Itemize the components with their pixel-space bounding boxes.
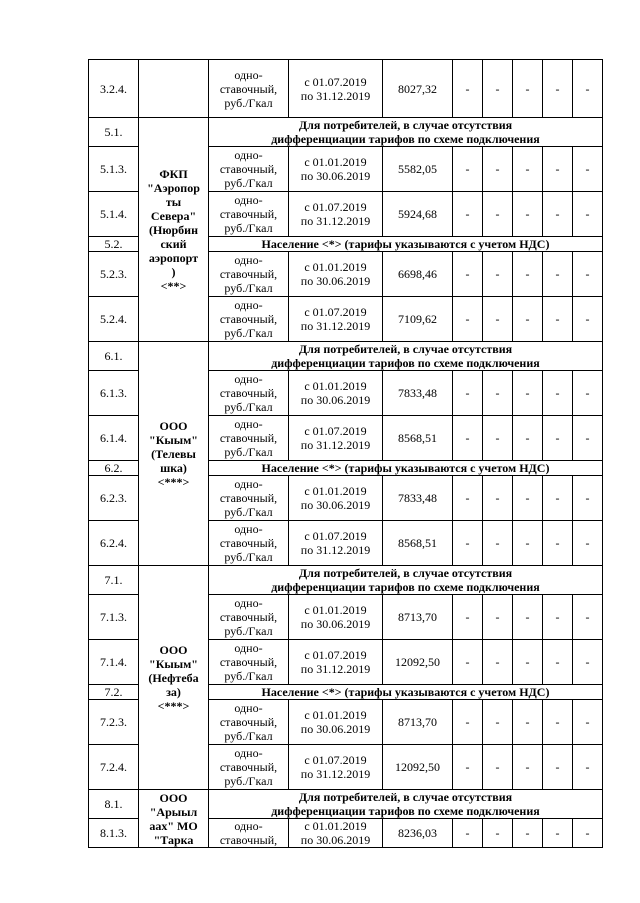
empty-dash-cell: - — [543, 252, 573, 297]
empty-dash-cell: - — [483, 595, 513, 640]
empty-dash-cell: - — [453, 745, 483, 790]
empty-dash-cell: - — [483, 819, 513, 848]
period-cell — [289, 819, 383, 848]
category-heading — [209, 566, 603, 595]
tariff-value: 12092,50 — [383, 745, 453, 790]
empty-dash-cell: - — [573, 476, 603, 521]
row-number: 6.2.4. — [89, 521, 139, 566]
empty-dash-cell: - — [483, 192, 513, 237]
organization-name-line: ФКП — [159, 166, 188, 181]
empty-dash-cell: - — [483, 416, 513, 461]
period-cell — [289, 297, 383, 342]
category-heading-line: Для потребителей, в случае отсутствия — [298, 790, 513, 804]
organization-name-line: "Аэропор — [147, 180, 200, 195]
period-cell — [289, 60, 383, 118]
organization-name-line: ский — [160, 236, 187, 251]
empty-dash-cell: - — [483, 371, 513, 416]
empty-dash-cell: - — [453, 371, 483, 416]
unit-line: ставочный, — [219, 655, 278, 669]
empty-dash-cell: - — [453, 60, 483, 118]
empty-dash-cell: - — [513, 297, 543, 342]
empty-dash-cell: - — [543, 700, 573, 745]
empty-dash-cell: - — [543, 192, 573, 237]
unit-line: одно- — [234, 67, 263, 82]
row-number: 8.1. — [89, 790, 139, 819]
row-number: 6.2.3. — [89, 476, 139, 521]
period-cell — [289, 521, 383, 566]
empty-dash-cell: - — [573, 147, 603, 192]
category-heading-line: Для потребителей, в случае отсутствия — [298, 566, 513, 580]
period-line: по 30.06.2019 — [300, 169, 371, 183]
unit-cell — [209, 521, 289, 566]
empty-dash-cell: - — [453, 521, 483, 566]
tariff-value: 8027,32 — [383, 60, 453, 118]
row-number: 7.2. — [89, 685, 139, 700]
empty-dash-cell: - — [483, 147, 513, 192]
empty-dash-cell: - — [483, 745, 513, 790]
period-line: с 01.07.2019 — [304, 424, 367, 438]
row-number: 5.1.4. — [89, 192, 139, 237]
empty-dash-cell: - — [573, 745, 603, 790]
period-line: с 01.01.2019 — [304, 708, 367, 722]
unit-line: ставочный, — [219, 610, 278, 624]
organization-name-line: аах" МО — [149, 818, 198, 833]
unit-line: одно- — [234, 417, 263, 431]
unit-line: руб./Гкал — [224, 505, 273, 519]
empty-dash-cell: - — [483, 60, 513, 118]
period-line: по 30.06.2019 — [300, 393, 371, 407]
organization-name-line: (Нефтеба — [148, 670, 199, 685]
empty-dash-cell: - — [513, 60, 543, 118]
empty-dash-cell: - — [543, 521, 573, 566]
period-line: с 01.01.2019 — [304, 484, 367, 498]
period-line: с 01.01.2019 — [304, 260, 367, 274]
organization-name-line: ) — [171, 264, 176, 279]
empty-dash-cell: - — [543, 416, 573, 461]
category-heading-line: дифференциации тарифов по схеме подключения — [271, 356, 540, 370]
organization-name-line: (Телевы — [151, 446, 196, 461]
row-number: 7.2.3. — [89, 700, 139, 745]
tariff-table-body — [89, 60, 603, 848]
unit-cell — [209, 60, 289, 118]
unit-line: ставочный, — [219, 491, 278, 505]
empty-dash-cell: - — [483, 700, 513, 745]
category-heading-line: Для потребителей, в случае отсутствия — [298, 118, 513, 132]
unit-line: одно- — [234, 253, 263, 267]
unit-line: одно- — [234, 522, 263, 536]
category-heading-line: Для потребителей, в случае отсутствия — [298, 342, 513, 356]
empty-dash-cell: - — [513, 640, 543, 685]
unit-line: одно- — [234, 193, 263, 207]
organization-name-line: "Кыым" — [149, 432, 198, 447]
empty-dash-cell: - — [513, 147, 543, 192]
empty-dash-cell: - — [573, 60, 603, 118]
empty-dash-cell: - — [543, 640, 573, 685]
unit-line: одно- — [234, 148, 263, 162]
empty-dash-cell: - — [573, 819, 603, 848]
organization-cell — [139, 566, 209, 790]
tariff-value: 8568,51 — [383, 416, 453, 461]
unit-line: ставочный, — [219, 715, 278, 729]
period-line: с 01.01.2019 — [304, 379, 367, 393]
row-number: 6.2. — [89, 461, 139, 476]
empty-dash-cell: - — [453, 640, 483, 685]
empty-dash-cell: - — [573, 297, 603, 342]
tariff-value: 8236,03 — [383, 819, 453, 848]
period-cell — [289, 640, 383, 685]
empty-dash-cell: - — [543, 371, 573, 416]
row-number: 5.2. — [89, 237, 139, 252]
category-heading-line: Население <*> (тарифы указываются с учетом НДС) — [261, 685, 550, 699]
organization-cell — [139, 60, 209, 118]
row-number: 5.2.3. — [89, 252, 139, 297]
tariff-value: 6698,46 — [383, 252, 453, 297]
row-number: 7.2.4. — [89, 745, 139, 790]
unit-line: одно- — [234, 596, 263, 610]
row-number: 6.1.3. — [89, 371, 139, 416]
unit-line: одно- — [234, 746, 263, 760]
category-row — [89, 566, 603, 595]
period-line: с 01.01.2019 — [304, 819, 367, 833]
organization-name-line: Севера" — [150, 208, 197, 223]
empty-dash-cell: - — [453, 476, 483, 521]
unit-cell — [209, 476, 289, 521]
row-number: 7.1.4. — [89, 640, 139, 685]
organization-name-line: ООО — [159, 418, 188, 433]
unit-cell — [209, 640, 289, 685]
unit-cell — [209, 252, 289, 297]
unit-line: руб./Гкал — [224, 445, 273, 459]
period-line: с 01.07.2019 — [304, 200, 367, 214]
period-line: по 31.12.2019 — [300, 438, 371, 452]
empty-dash-cell: - — [513, 819, 543, 848]
period-line: по 31.12.2019 — [300, 767, 371, 781]
row-number: 6.1. — [89, 342, 139, 371]
period-line: с 01.07.2019 — [304, 529, 367, 543]
empty-dash-cell: - — [453, 252, 483, 297]
unit-cell — [209, 595, 289, 640]
organization-name-line: шка) — [160, 460, 187, 475]
period-cell — [289, 252, 383, 297]
unit-cell — [209, 192, 289, 237]
unit-cell — [209, 416, 289, 461]
organization-name-line: "Арыыл — [149, 804, 198, 819]
period-cell — [289, 192, 383, 237]
category-heading — [209, 461, 603, 476]
period-cell — [289, 147, 383, 192]
organization-name-line: ты — [165, 194, 182, 209]
empty-dash-cell: - — [513, 476, 543, 521]
unit-line: ставочный, — [219, 81, 278, 96]
period-line: по 30.06.2019 — [300, 274, 371, 288]
row-number: 3.2.4. — [89, 60, 139, 118]
period-line: с 01.07.2019 — [304, 753, 367, 767]
unit-line: ставочный, — [219, 207, 278, 221]
empty-dash-cell: - — [573, 416, 603, 461]
unit-cell — [209, 700, 289, 745]
period-line: по 31.12.2019 — [300, 214, 371, 228]
unit-line: ставочный, — [219, 386, 278, 400]
period-cell — [289, 476, 383, 521]
empty-dash-cell: - — [513, 595, 543, 640]
period-line: с 01.01.2019 — [304, 155, 367, 169]
unit-line: руб./Гкал — [224, 221, 273, 235]
unit-line: ставочный, — [219, 536, 278, 550]
empty-dash-cell: - — [573, 371, 603, 416]
category-row — [89, 342, 603, 371]
organization-name-line: "Тарка — [153, 832, 194, 847]
unit-line: руб./Гкал — [224, 281, 273, 295]
empty-dash-cell: - — [513, 416, 543, 461]
tariff-value: 7833,48 — [383, 371, 453, 416]
tariff-value: 7109,62 — [383, 297, 453, 342]
empty-dash-cell: - — [513, 371, 543, 416]
unit-line: одно- — [234, 477, 263, 491]
unit-line: ставочный, — [219, 162, 278, 176]
period-cell — [289, 700, 383, 745]
organization-name-line: за) — [166, 684, 181, 699]
organization-name-line: "Кыым" — [149, 656, 198, 671]
unit-line: ставочный, — [219, 760, 278, 774]
period-line: с 01.01.2019 — [304, 603, 367, 617]
tariff-table — [88, 59, 603, 848]
unit-line: ставочный, — [219, 312, 278, 326]
empty-dash-cell: - — [483, 252, 513, 297]
unit-line: одно- — [234, 641, 263, 655]
unit-line: руб./Гкал — [224, 729, 273, 743]
unit-line: одно- — [234, 372, 263, 386]
category-heading-line: дифференциации тарифов по схеме подключения — [271, 804, 540, 818]
organization-cell — [139, 790, 209, 848]
organization-name-line: ООО — [159, 790, 188, 805]
empty-dash-cell: - — [543, 745, 573, 790]
tariff-value: 8713,70 — [383, 700, 453, 745]
unit-line: ставочный, — [219, 267, 278, 281]
tariff-value: 12092,50 — [383, 640, 453, 685]
empty-dash-cell: - — [483, 640, 513, 685]
row-number: 6.1.4. — [89, 416, 139, 461]
period-line: по 31.12.2019 — [300, 662, 371, 676]
empty-dash-cell: - — [573, 640, 603, 685]
empty-dash-cell: - — [513, 700, 543, 745]
empty-dash-cell: - — [453, 819, 483, 848]
empty-dash-cell: - — [543, 819, 573, 848]
period-line: с 01.07.2019 — [304, 305, 367, 319]
period-line: с 01.07.2019 — [304, 648, 367, 662]
empty-dash-cell: - — [513, 521, 543, 566]
period-line: по 31.12.2019 — [300, 319, 371, 333]
empty-dash-cell: - — [453, 700, 483, 745]
organization-name-line: ООО — [159, 642, 188, 657]
period-line: по 30.06.2019 — [300, 722, 371, 736]
empty-dash-cell: - — [543, 476, 573, 521]
empty-dash-cell: - — [453, 192, 483, 237]
organization-cell — [139, 342, 209, 566]
unit-line: руб./Гкал — [224, 550, 273, 564]
unit-line: одно- — [234, 701, 263, 715]
unit-line: руб./Гкал — [224, 669, 273, 683]
organization-name-line: <**> — [160, 278, 187, 293]
empty-dash-cell: - — [543, 595, 573, 640]
organization-name-line: <***> — [157, 698, 190, 713]
category-row — [89, 790, 603, 819]
empty-dash-cell: - — [543, 60, 573, 118]
empty-dash-cell: - — [483, 297, 513, 342]
empty-dash-cell: - — [453, 147, 483, 192]
tariff-value: 7833,48 — [383, 476, 453, 521]
category-heading — [209, 342, 603, 371]
empty-dash-cell: - — [513, 745, 543, 790]
empty-dash-cell: - — [453, 297, 483, 342]
unit-line: одно- — [234, 819, 263, 833]
empty-dash-cell: - — [513, 192, 543, 237]
empty-dash-cell: - — [573, 192, 603, 237]
unit-line: ставочный, — [219, 431, 278, 445]
empty-dash-cell: - — [543, 147, 573, 192]
unit-line: руб./Гкал — [224, 176, 273, 190]
organization-cell — [139, 118, 209, 342]
unit-cell — [209, 745, 289, 790]
unit-line: руб./Гкал — [224, 326, 273, 340]
row-number: 5.2.4. — [89, 297, 139, 342]
row-number: 5.1.3. — [89, 147, 139, 192]
category-heading — [209, 685, 603, 700]
period-line: по 31.12.2019 — [300, 88, 371, 103]
unit-line: руб./Гкал — [224, 774, 273, 788]
empty-dash-cell: - — [453, 416, 483, 461]
period-cell — [289, 595, 383, 640]
empty-dash-cell: - — [573, 595, 603, 640]
unit-cell — [209, 147, 289, 192]
row-number: 7.1. — [89, 566, 139, 595]
empty-dash-cell: - — [483, 521, 513, 566]
unit-line: руб./Гкал — [224, 95, 273, 110]
row-number: 7.1.3. — [89, 595, 139, 640]
category-heading — [209, 790, 603, 819]
period-line: по 30.06.2019 — [300, 833, 371, 847]
empty-dash-cell: - — [453, 595, 483, 640]
tariff-value: 8713,70 — [383, 595, 453, 640]
period-cell — [289, 745, 383, 790]
category-heading-line: Население <*> (тарифы указываются с учетом НДС) — [261, 237, 550, 251]
empty-dash-cell: - — [483, 476, 513, 521]
period-cell — [289, 371, 383, 416]
empty-dash-cell: - — [543, 297, 573, 342]
unit-cell — [209, 819, 289, 848]
organization-name-line: аэропорт — [148, 250, 199, 265]
period-line: по 31.12.2019 — [300, 543, 371, 557]
organization-name-line: <***> — [157, 474, 190, 489]
category-row — [89, 118, 603, 147]
unit-cell — [209, 371, 289, 416]
category-heading-line: Население <*> (тарифы указываются с учетом НДС) — [261, 461, 550, 475]
period-cell — [289, 416, 383, 461]
category-heading — [209, 237, 603, 252]
organization-name-line: (Нюрбин — [148, 222, 198, 237]
category-heading-line: дифференциации тарифов по схеме подключения — [271, 580, 540, 594]
tariff-value: 5924,68 — [383, 192, 453, 237]
period-line: с 01.07.2019 — [304, 74, 367, 89]
empty-dash-cell: - — [573, 252, 603, 297]
tariff-value: 8568,51 — [383, 521, 453, 566]
unit-line: ставочный, — [219, 833, 278, 847]
category-heading-line: дифференциации тарифов по схеме подключения — [271, 132, 540, 146]
empty-dash-cell: - — [573, 521, 603, 566]
row-number: 5.1. — [89, 118, 139, 147]
category-heading — [209, 118, 603, 147]
unit-line: одно- — [234, 298, 263, 312]
tariff-value: 5582,05 — [383, 147, 453, 192]
row-number: 8.1.3. — [89, 819, 139, 848]
empty-dash-cell: - — [573, 700, 603, 745]
unit-line: руб./Гкал — [224, 624, 273, 638]
period-line: по 30.06.2019 — [300, 617, 371, 631]
unit-line: руб./Гкал — [224, 400, 273, 414]
period-line: по 30.06.2019 — [300, 498, 371, 512]
unit-cell — [209, 297, 289, 342]
empty-dash-cell: - — [513, 252, 543, 297]
table-row — [89, 60, 603, 118]
